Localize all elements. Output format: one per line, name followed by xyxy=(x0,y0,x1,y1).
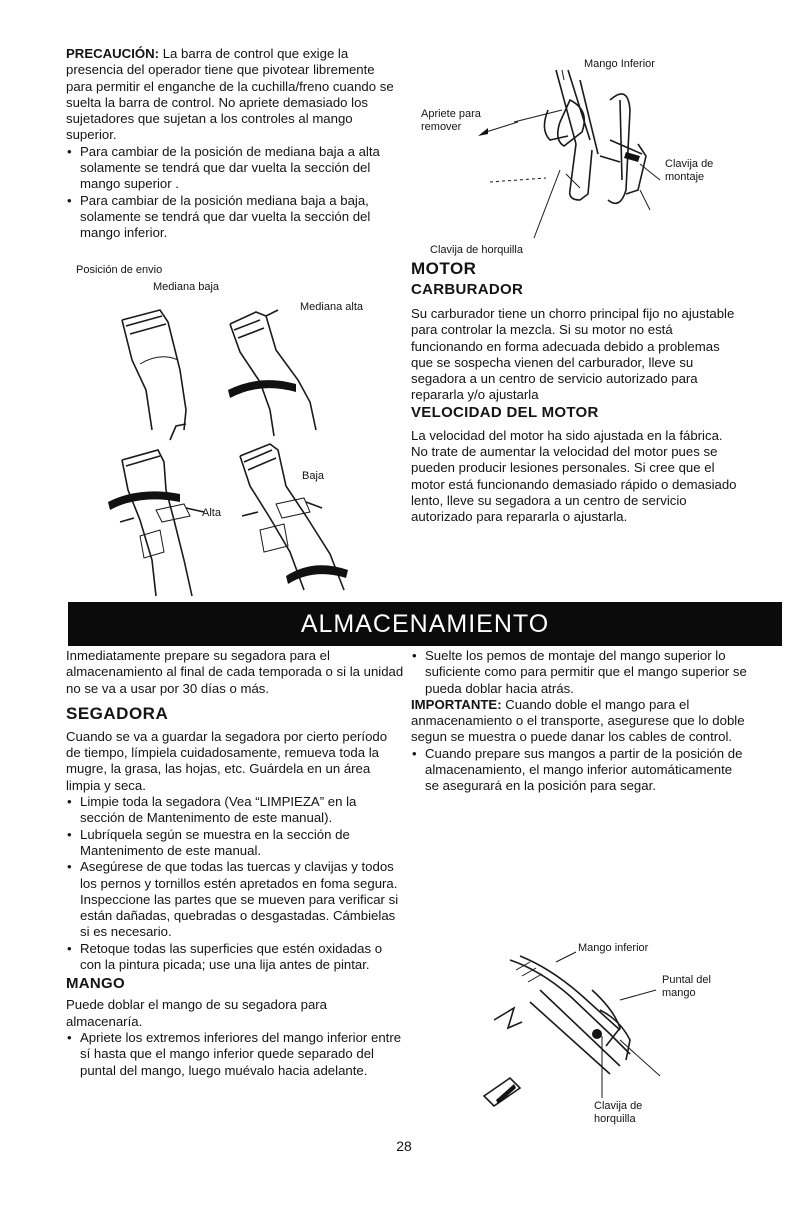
handle-bullets-right-2 xyxy=(411,746,747,795)
page-number: 28 xyxy=(396,1138,412,1154)
handle-high-drawing xyxy=(108,424,204,596)
mower-bullets xyxy=(66,794,404,973)
caution-text: La barra de control que exige la presencia del operador tiene que pivotear libremente para permitir el enganche de la cuchilla/freno cuando se suelta la barra de control. No apriete demasiado los sujetadores que sujetan a los controles al mango superior. xyxy=(66,46,394,143)
handle-text: Puede doblar el mango de su segadora para almacenaría. xyxy=(66,997,328,1029)
mower-bullet-touch-up: • Retoque todas las superficies que estén oxidadas o con la pintura picada; use una lija antes de pintar. xyxy=(66,941,404,974)
handle-medium-low-drawing xyxy=(122,310,186,430)
label-medium-high: Mediana alta xyxy=(300,301,363,313)
engine-speed-heading: VELOCIDAD DEL MOTOR xyxy=(411,403,599,421)
label-storage-lower-handle: Mango inferior xyxy=(578,942,649,954)
caution-block xyxy=(66,46,396,242)
important-note xyxy=(411,697,747,746)
handle-medium-high-drawing xyxy=(228,310,316,436)
label-clevis-pin: Clavija de horquilla xyxy=(430,244,523,256)
carburetor-text: Su carburador tiene un chorro principal fijo no ajustable para controlar la mezcla. Si su motor no está funcionando en forma adecuada debido a problemas que se sospecha vienen del carburador, lleve su segadora a un centro de servicio autorizado para repararla y/o ajustarla xyxy=(411,306,735,403)
bullet-medium-low-to-low: • Para cambiar de la posición mediana baja a baja, solamente se tendrá que dar vuelta la sección del mango inferior. xyxy=(66,193,396,242)
caution-paragraph xyxy=(66,46,396,144)
handle-bullets-right xyxy=(411,648,747,697)
engine-speed-text: La velocidad del motor ha sido ajustada en la fábrica. No trate de aumentar la velocidad del motor pues se pueden producir lesiones personales. Si cree que el motor está funcionando demasiado rápido o demasiado lento, lleve su segadora a un centro de servicio autorizado para repararla o ajustarla. xyxy=(411,427,737,525)
label-handle-bracket: Puntal del mango xyxy=(662,974,711,999)
storage-handle-illustration xyxy=(480,950,700,1110)
storage-right-column xyxy=(411,648,747,795)
label-lower-handle: Mango Inferior xyxy=(584,58,655,70)
storage-intro: Inmediatamente prepare su segadora para el almacenamiento al final de cada temporada o si la unidad no se va a usar por 30 días o más. xyxy=(66,648,404,696)
important-label: IMPORTANTE: xyxy=(411,696,502,712)
handle-bullet-squeeze: • Apriete los extremos inferiores del mango inferior entre sí hasta que el mango inferior quede separado del puntal del mango, luego muévalo hacia adelante. xyxy=(66,1030,404,1063)
storage-left-column xyxy=(66,648,404,1078)
mower-bullet-lubricate: • Lubríquela según se muestra en la sección de Mantenimento de este manual. xyxy=(66,827,404,860)
carburetor-heading: CARBURADOR xyxy=(411,281,524,298)
motor-section xyxy=(411,259,737,526)
mower-heading: SEGADORA xyxy=(66,703,169,723)
label-shipping-position: Posición de envio xyxy=(76,264,163,276)
mower-text: Cuando se va a guardar la segadora por cierto período de tiempo, límpiela cuidadosamente, remueva toda la mugre, la grasa, las hojas, etc. Guárdela en un área limpia y seca. xyxy=(66,728,388,793)
handle-bullets-left xyxy=(66,1029,404,1078)
bullet-medium-low-to-high: • Para cambiar de la posición de mediana baja a alta solamente se tendrá que dar vuelta la sección del mango superior . xyxy=(66,144,396,193)
label-storage-clevis-pin: Clavija de horquilla xyxy=(594,1100,643,1125)
label-high: Alta xyxy=(202,507,221,519)
handle-bullet-unfold: • Cuando prepare sus mangos a partir de la posición de almacenamiento, el mango inferior automáticamente se asegurará en la posición para segar. xyxy=(411,746,747,795)
label-low: Baja xyxy=(302,470,325,482)
storage-banner: ALMACENAMIENTO xyxy=(68,602,782,646)
label-mounting-pin: Clavija de montaje xyxy=(665,158,714,183)
handle-position-bullets xyxy=(66,144,396,242)
handle-heading: MANGO xyxy=(66,975,125,993)
caution-label: PRECAUCIÓN: xyxy=(66,46,160,61)
motor-heading: MOTOR xyxy=(411,259,477,278)
label-squeeze-to-remove: Apriete para remover xyxy=(421,108,481,133)
handle-low-drawing xyxy=(240,444,348,590)
clevis-pin-illustration xyxy=(470,70,670,250)
mower-bullet-clean: • Limpie toda la segadora (Vea “LIMPIEZA” en la sección de Mantenimento de este manual). xyxy=(66,794,404,827)
mower-bullet-tighten: • Asegúrese de que todas las tuercas y clavijas y todos los pernos y tornillos estén apretados en foma segura. Inspeccione las partes que se mueven para verificar si están dañadas, quebradas o desgastadas. Cámbielas si es necesario. xyxy=(66,859,404,940)
important-text: Cuando doble el mango para el anmacenamiento o el transporte, asegurese que lo doble segun se muestra o puede danar los cables de control. xyxy=(411,696,745,745)
handle-bullet-loosen: • Suelte los pemos de montaje del mango superior lo suficiente como para permitir que el mango superior se pueda doblar hacia atrás. xyxy=(411,648,747,697)
handle-positions-illustration xyxy=(100,290,380,600)
label-medium-low: Mediana baja xyxy=(153,281,220,293)
